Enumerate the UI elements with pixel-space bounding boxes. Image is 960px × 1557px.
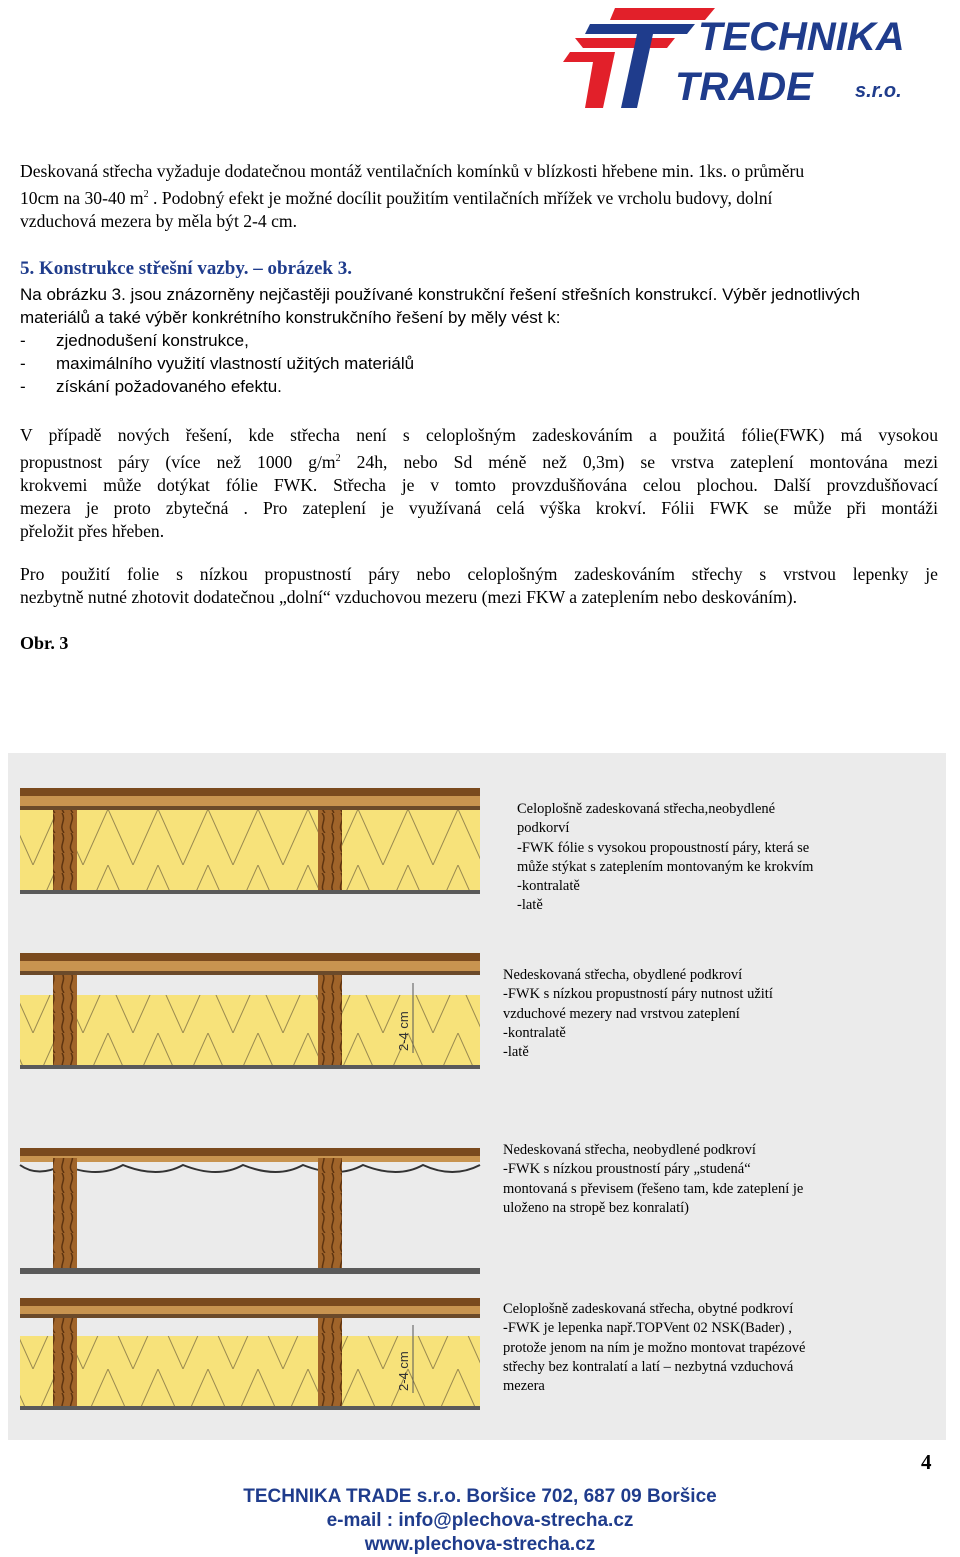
- company-logo: [555, 0, 960, 110]
- page-number: 4: [921, 1450, 932, 1474]
- p3-line-2: nezbytně nutné zhotovit dodatečnou „dolní“ vzduchovou mezeru (mezi FKW a zateplením nebo deskováním).: [20, 587, 797, 607]
- section-body: [20, 283, 940, 398]
- p2-line-1: V případě nových řešení, kde střecha není s celoplošným zadeskováním a použitá fólie(FWK) má vysokou: [20, 425, 938, 445]
- paragraph-new-solutions: [20, 424, 938, 543]
- figure-label: Obr. 3: [20, 633, 69, 653]
- p3-line-1: Pro použití folie s nízkou propustností páry nebo celoplošným zadeskováním střechy s vrstvou lepenky je: [20, 564, 938, 584]
- dimension-label: 2-4 cm: [396, 1011, 411, 1051]
- p2-line-4: mezera je proto zbytečná . Pro zateplení je využívaná celá výška krokví. Fólii FWK se může při montáži: [20, 497, 938, 518]
- intro-line-2: 10cm na 30-40 $m^2$ . Podobný efekt je možné docílit použitím ventilačních mřížek ve vrcholu budovy, dolní: [20, 187, 773, 208]
- footer-email: e-mail : info@plechova-strecha.cz: [326, 1510, 634, 1531]
- list-item: - získání požadovaného efektu.: [20, 377, 282, 396]
- footer: [0, 1485, 960, 1557]
- footer-address: TECHNIKA TRADE s.r.o. Boršice 702, 687 09 Boršice: [243, 1486, 717, 1507]
- intro-paragraph: [20, 160, 940, 233]
- intro-line-1: Deskovaná střecha vyžaduje dodatečnou montáž ventilačních komínků v blízkosti hřebene min. 1ks. o průměru: [20, 161, 805, 181]
- paragraph-low-permeability: [20, 563, 938, 609]
- caption-4: Celoplošně zadeskovaná střecha, obytné podkroví -FWK je lepenka např.TOPVent 02 NSK(Bader) , protože jenom na ním je možno montovat trapézové střechy bez kontralatí a latí – nezbytná vzduchová mezera: [503, 1301, 806, 1395]
- list-item: - maximálního využití vlastností užitých materiálů: [20, 354, 415, 373]
- diagram-1: [20, 788, 480, 894]
- intro-line-3: vzduchová mezera by měla být 2-4 cm.: [20, 210, 297, 231]
- caption-2: Nedeskovaná střecha, obydlené podkroví -FWK s nízkou propustností páry nutnost užití vzduchové mezery nad vrstvou zateplení -kontralatě -latě: [503, 967, 773, 1061]
- list-item: - zjednodušení konstrukce,: [20, 331, 249, 350]
- footer-website: www.plechova-strecha.cz: [364, 1534, 596, 1555]
- caption-1: Celoplošně zadeskovaná střecha,neobydlené podkorví -FWK fólie s vysokou propoustností páry, která se může stýkat s zateplením montovaným ke krokvím -kontralatě -latě: [517, 801, 814, 914]
- diagram-3: [20, 1148, 480, 1274]
- diagram-4: [20, 1298, 480, 1410]
- logo-text-technika: TECHNIKA: [698, 15, 905, 59]
- caption-3: Nedeskovaná střecha, neobydlené podkroví -FWK s nízkou proustností páry „studená“ montovaná s převisem (řešeno tam, kde zateplení je uloženo na stropě bez konralatí): [503, 1142, 804, 1216]
- section-line-2: materiálů a také výběr konkrétního konstrukčního řešení by měly vést k:: [20, 308, 561, 327]
- logo-text-suffix: s.r.o.: [855, 80, 902, 102]
- p2-line-2: propustnost páry (více než 1000 $g/m^2$ 24h, nebo Sd méně než 0,3m) se vrstva zateplení montována mezi: [20, 451, 938, 472]
- p2-line-3: krokvemi může dotýkat fólie FWK. Střecha je v tomto provzdušňována celou plochou. Další provzdušňovací: [20, 474, 938, 495]
- p2-line-5: přeložit přes hřeben.: [20, 520, 165, 541]
- section-line-1: Na obrázku 3. jsou znázorněny nejčastěji používané konstrukční řešení střešních konstrukcí. Výběr jednotlivých: [20, 285, 861, 304]
- roof-diagrams: [8, 753, 488, 1440]
- dimension-label: 2-4 cm: [396, 1351, 411, 1391]
- diagram-2: [20, 953, 480, 1069]
- logo-text-trade: TRADE: [675, 65, 813, 109]
- section-heading: 5. Konstrukce střešní vazby. – obrázek 3.: [20, 258, 352, 279]
